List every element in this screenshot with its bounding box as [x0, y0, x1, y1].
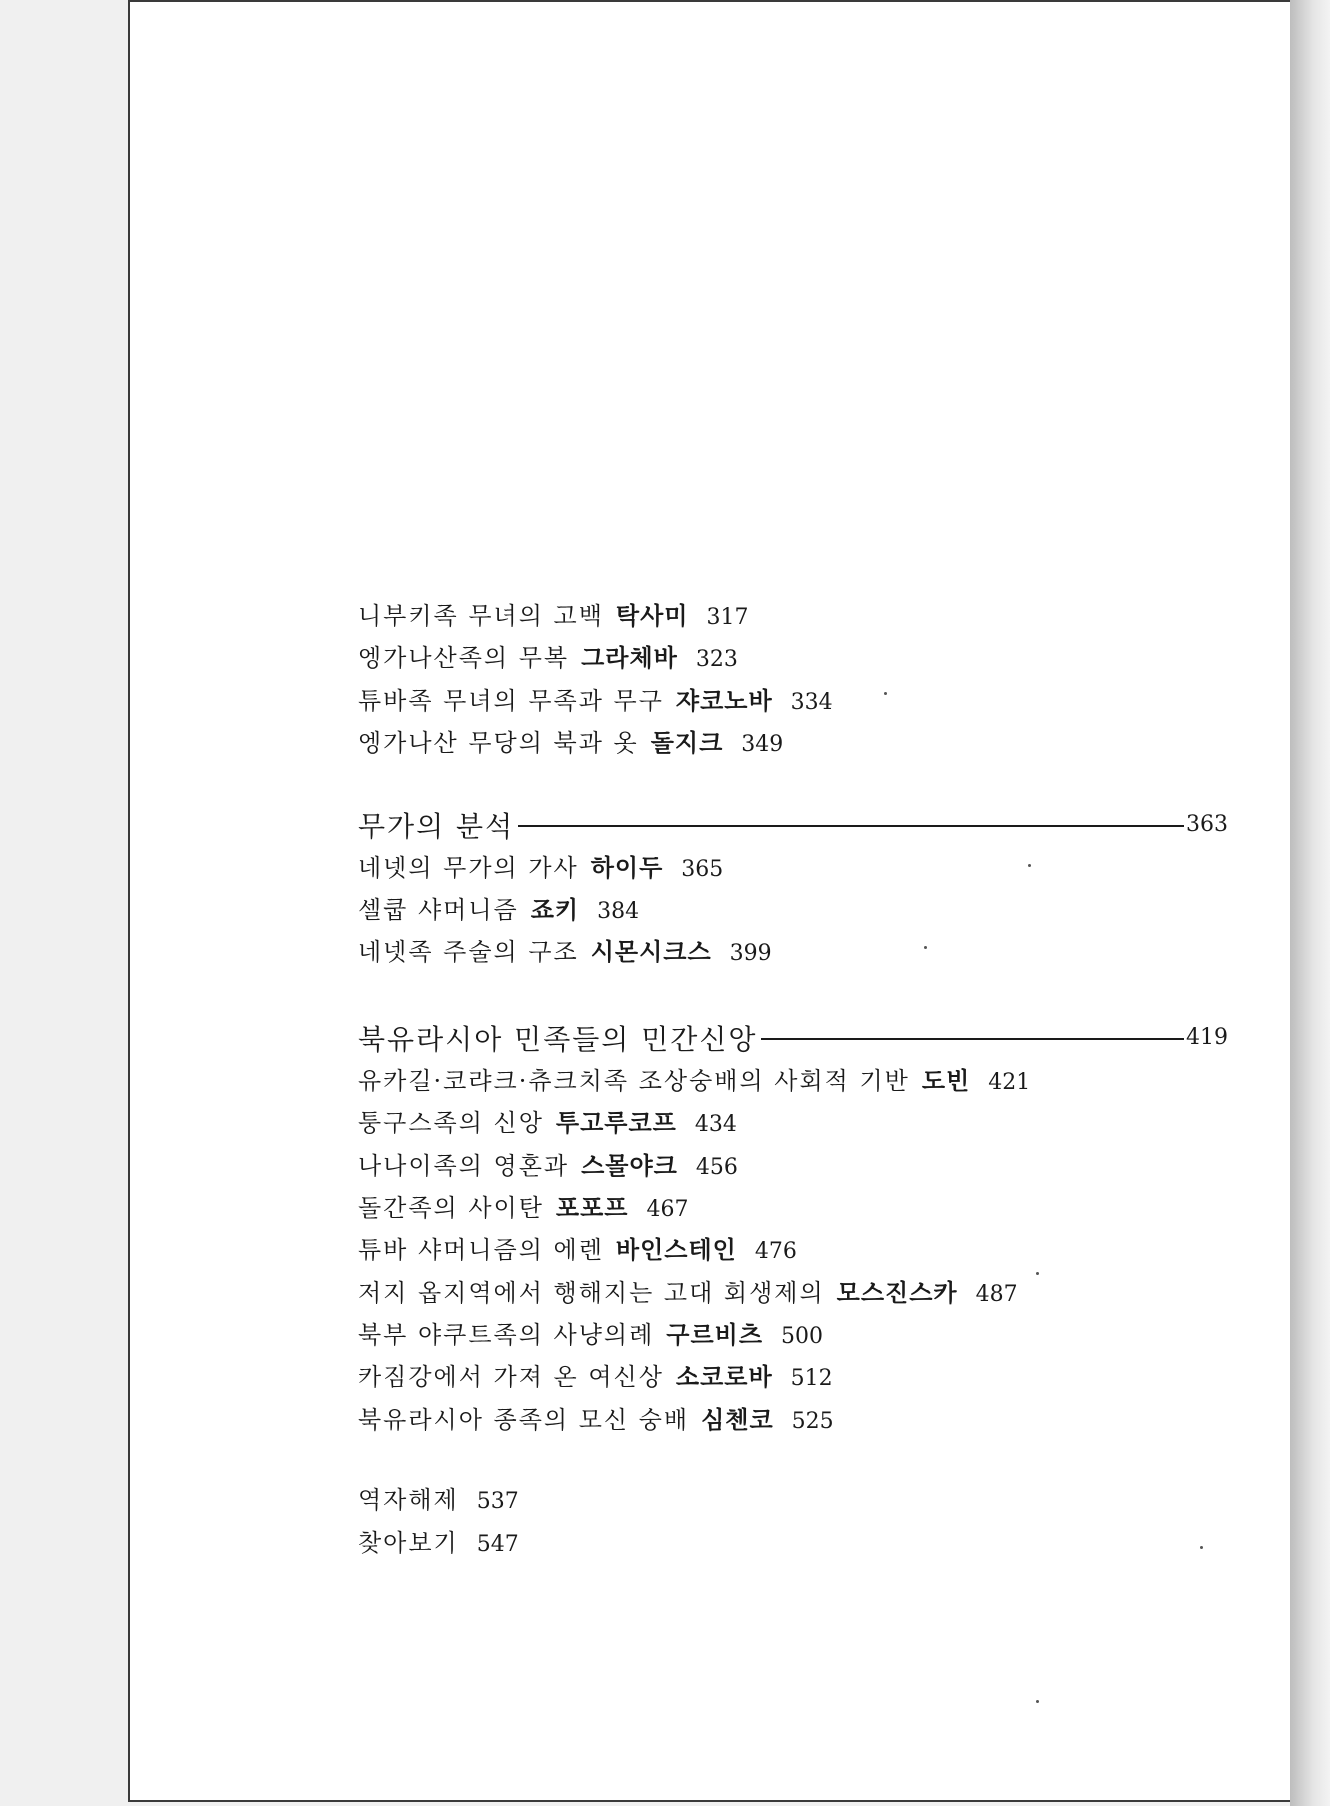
entry-page: 456	[695, 1154, 738, 1180]
entry-title: 셀쿱 샤머니즘	[358, 895, 519, 924]
entry-page: 399	[729, 941, 772, 967]
entry-author: 죠키	[530, 894, 580, 924]
toc-entry	[358, 1230, 1228, 1272]
entry-title: 네넷족 주술의 구조	[358, 938, 579, 967]
entry-title: 카짐강에서 가져 온 여신상	[358, 1363, 664, 1392]
entry-title: 유카길·코랴크·츄크치족 조상숭배의 사회적 기반	[358, 1066, 910, 1095]
entry-title: 찾아보기	[358, 1528, 459, 1557]
toc-entry	[358, 848, 1228, 890]
entry-page: 537	[476, 1489, 519, 1515]
toc-entry	[358, 723, 1228, 765]
entry-page: 500	[781, 1324, 824, 1350]
leader-rule	[761, 1038, 1184, 1040]
toc-entry	[358, 1188, 1228, 1230]
toc-entry	[358, 681, 1228, 723]
entry-title: 역자해제	[358, 1486, 459, 1515]
toc-entry	[358, 1061, 1228, 1103]
section-page: 363	[1186, 812, 1228, 838]
entry-title: 퉁구스족의 신앙	[358, 1109, 544, 1138]
entry-page: 512	[790, 1366, 833, 1392]
section-heading-analysis	[358, 802, 1228, 848]
entry-page: 317	[706, 605, 749, 630]
toc-entry-translator-notes	[358, 1480, 1228, 1522]
toc-entry-index	[358, 1523, 1228, 1565]
section-page: 419	[1186, 1025, 1228, 1051]
entry-author: 쟈코노바	[675, 685, 773, 715]
toc-entry	[358, 1357, 1228, 1399]
entry-page: 323	[695, 647, 738, 673]
entry-author: 탁사미	[615, 601, 689, 630]
toc-entry	[358, 890, 1228, 932]
entry-page: 476	[754, 1239, 797, 1265]
entry-title: 저지 옵지역에서 행해지는 고대 회생제의	[358, 1278, 825, 1307]
toc-group-1	[358, 596, 1228, 766]
toc-entry	[358, 932, 1228, 974]
entry-page: 525	[791, 1408, 834, 1434]
entry-title: 네넷의 무가의 가사	[358, 853, 579, 882]
section-heading-folk-belief	[358, 1015, 1228, 1061]
entry-author: 구르비츠	[666, 1320, 764, 1350]
entry-page: 434	[694, 1112, 737, 1138]
entry-page: 467	[646, 1196, 689, 1222]
entry-author: 포포프	[555, 1192, 629, 1222]
scan-speck	[1200, 1546, 1203, 1549]
toc-entry	[358, 1146, 1228, 1188]
entry-author: 심첸코	[701, 1404, 774, 1434]
entry-page: 487	[975, 1281, 1018, 1307]
toc-entry	[358, 1103, 1228, 1145]
toc-group-4	[358, 1480, 1228, 1565]
entry-page: 547	[476, 1531, 519, 1557]
entry-page: 349	[741, 732, 784, 758]
toc-entry	[358, 1315, 1228, 1357]
entry-title: 나나이족의 영혼과	[358, 1151, 570, 1180]
entry-author: 투고루코프	[555, 1108, 677, 1138]
entry-title: 엥가나산 무당의 북과 옷	[358, 729, 639, 758]
entry-title: 튜바족 무녀의 무족과 무구	[358, 686, 664, 715]
toc-entry	[358, 638, 1228, 680]
entry-title: 북부 야쿠트족의 사냥의례	[358, 1321, 655, 1350]
scan-speck	[1028, 864, 1031, 867]
entry-author: 시몬시크스	[590, 937, 712, 967]
entry-page: 365	[681, 856, 724, 882]
toc-entry	[358, 596, 1228, 638]
page-edge-shadow	[1290, 0, 1330, 1806]
section-title: 북유라시아 민족들의 민간신앙	[358, 1022, 758, 1056]
entry-title: 돌간족의 사이탄	[358, 1193, 544, 1222]
entry-author: 그라체바	[581, 643, 678, 673]
entry-author: 도빈	[921, 1065, 971, 1095]
entry-page: 334	[790, 689, 833, 715]
toc-group-2	[358, 848, 1228, 975]
entry-page: 384	[597, 898, 640, 924]
leader-rule	[518, 825, 1184, 827]
scan-speck	[1036, 1272, 1039, 1275]
entry-author: 소코로바	[675, 1362, 773, 1392]
entry-author: 모스진스카	[836, 1277, 958, 1307]
scan-speck	[924, 946, 927, 949]
entry-author: 하이두	[590, 852, 664, 882]
table-of-contents	[358, 596, 1228, 1565]
entry-author: 바인스테인	[615, 1235, 737, 1265]
entry-title: 튜바 샤머니즘의 에렌	[358, 1236, 604, 1265]
section-title: 무가의 분석	[358, 809, 515, 843]
entry-author: 돌지크	[650, 728, 724, 758]
entry-title: 북유라시아 종족의 모신 숭배	[358, 1405, 690, 1434]
entry-title: 엥가나산족의 무복	[358, 644, 570, 673]
toc-entry	[358, 1273, 1228, 1315]
entry-page: 421	[988, 1069, 1031, 1095]
scan-speck	[1036, 1700, 1039, 1703]
entry-title: 니부키족 무녀의 고백	[358, 602, 604, 630]
toc-entry	[358, 1400, 1228, 1442]
entry-author: 스몰야크	[581, 1150, 678, 1180]
scan-speck	[884, 692, 887, 695]
toc-group-3	[358, 1061, 1228, 1443]
